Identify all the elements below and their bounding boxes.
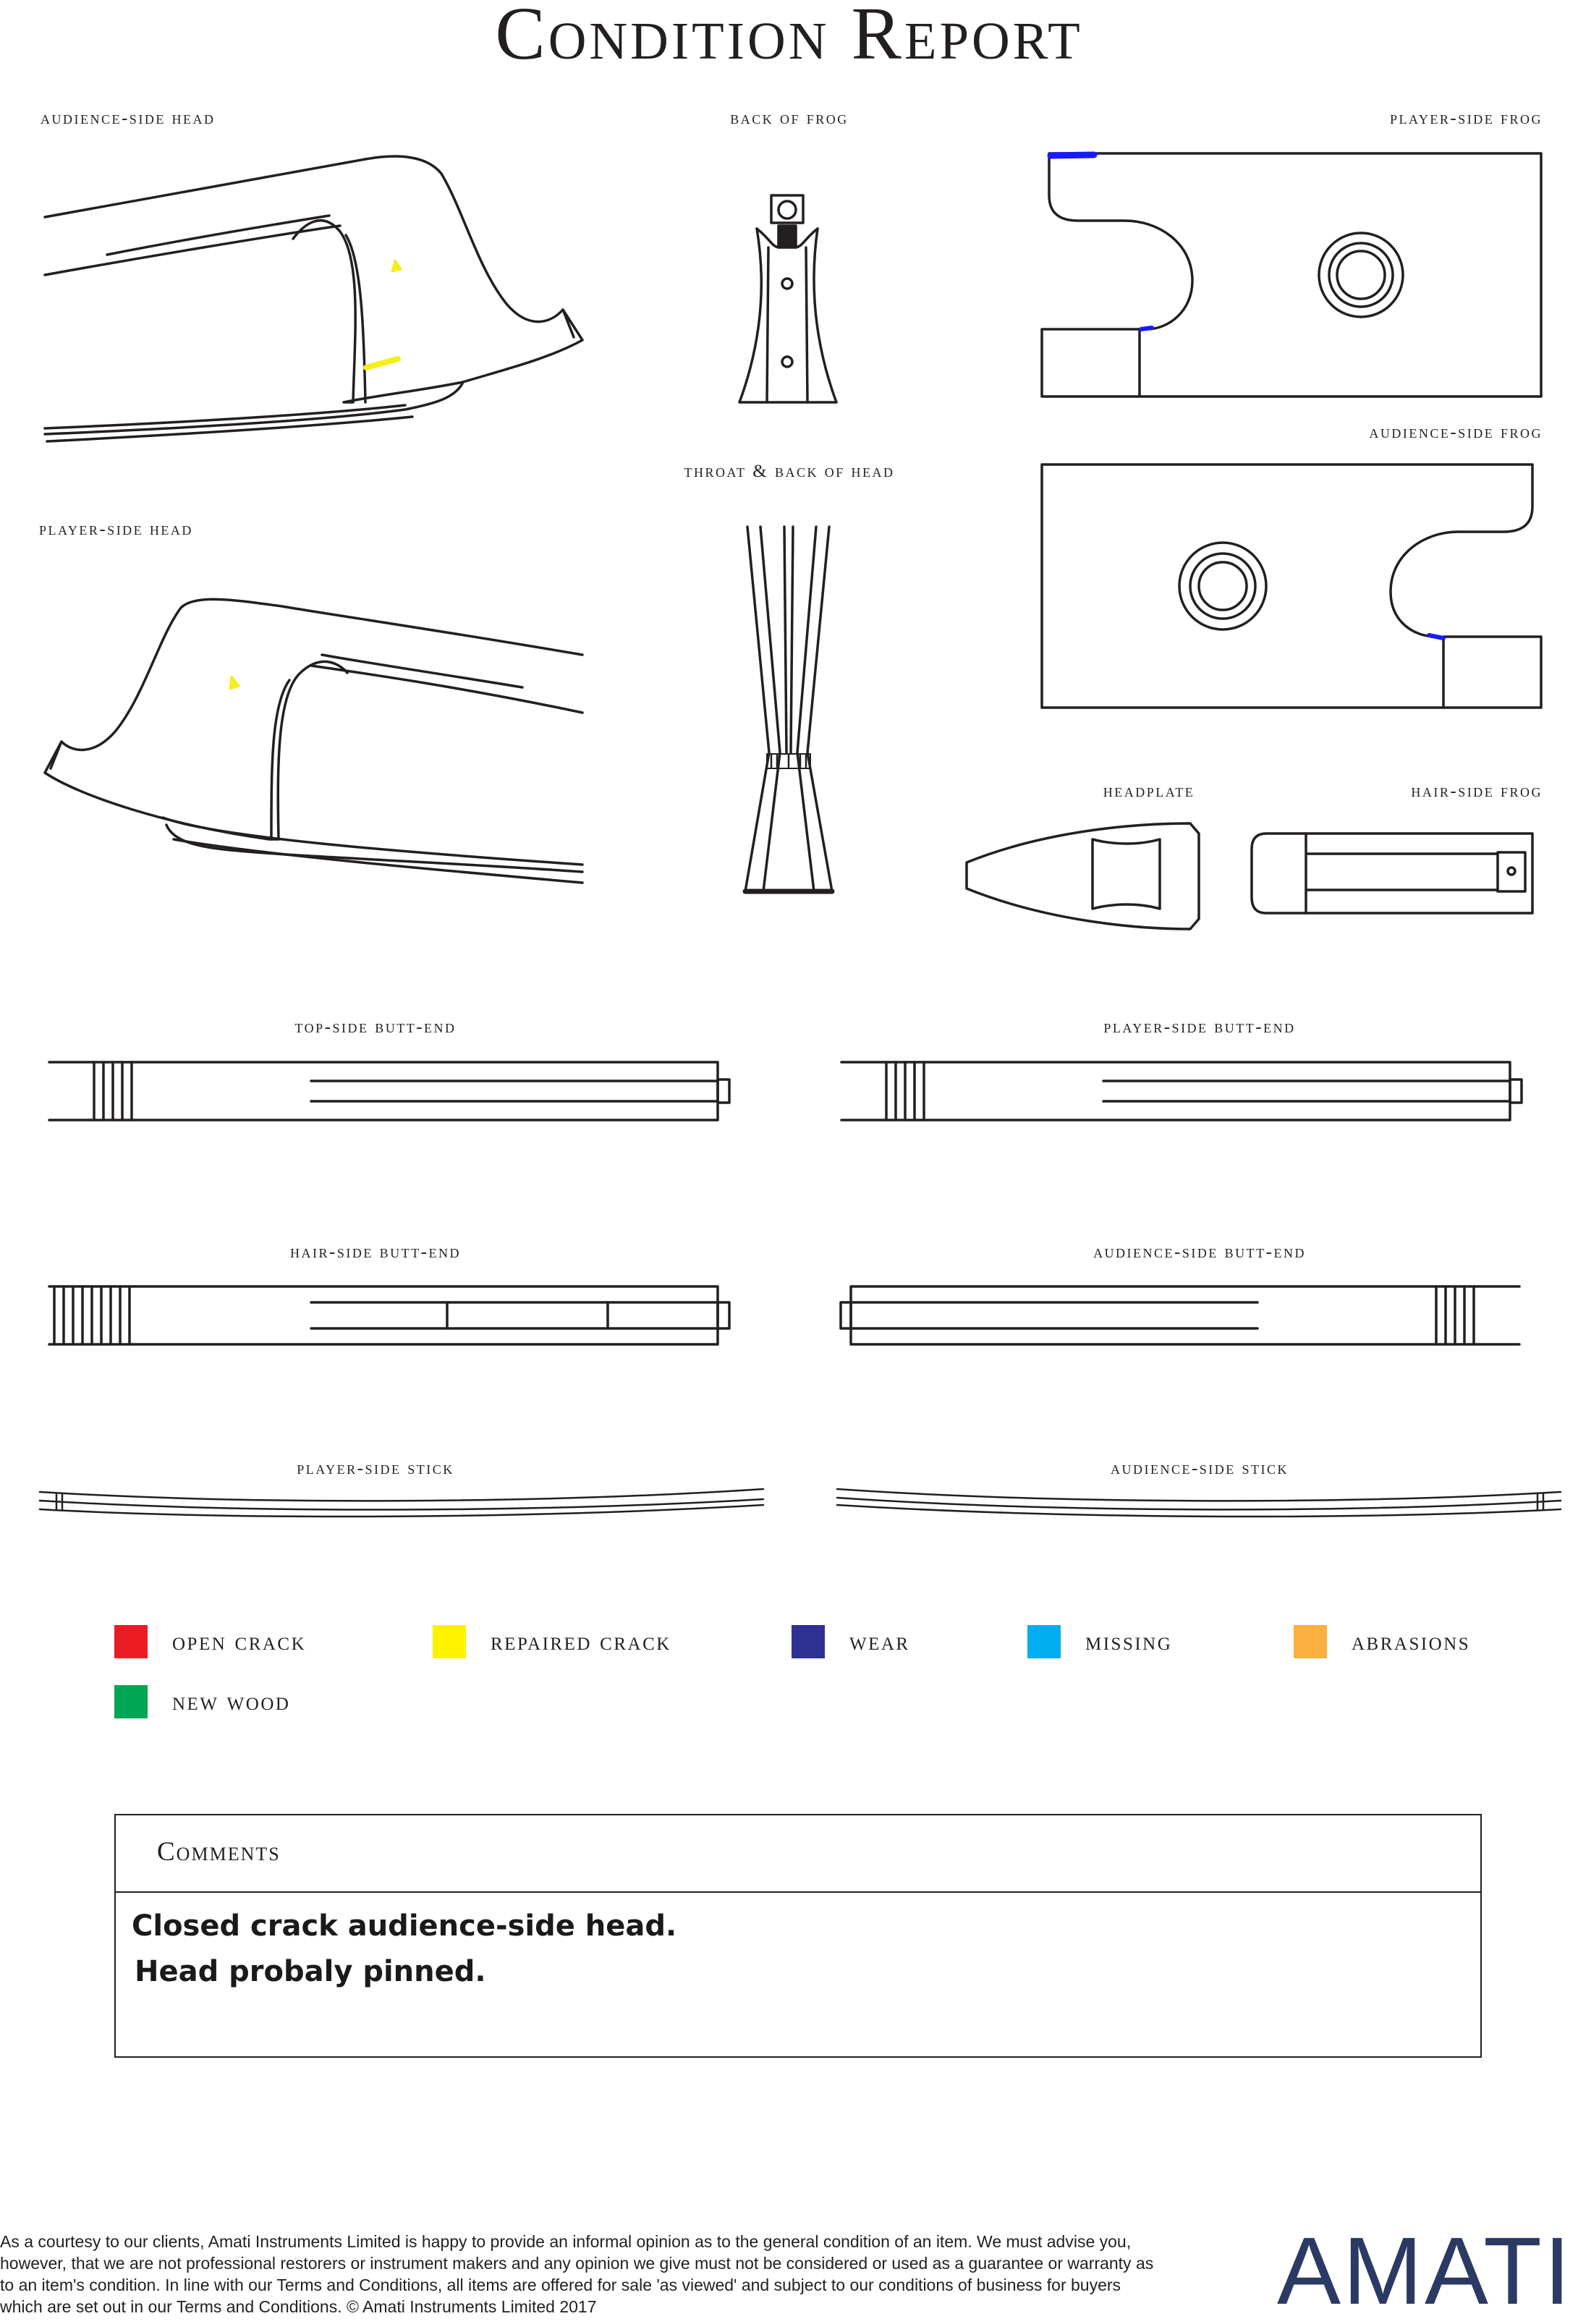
top-side-butt-end-drawing (49, 1062, 729, 1120)
legend-item-abrasions (1294, 1625, 1470, 1658)
audience-side-head-drawing (45, 156, 582, 441)
wear-mark (1429, 635, 1443, 638)
hair-side-butt-end-drawing (49, 1286, 729, 1344)
label-audience-side-head: audience-side head (41, 109, 216, 128)
audience-side-frog-drawing (1042, 465, 1541, 708)
label-throat-back-of-head: throat & back of head (684, 462, 895, 481)
wear-swatch (792, 1625, 825, 1658)
audience-side-butt-end-drawing (841, 1286, 1519, 1344)
wear-mark (1051, 155, 1094, 156)
label-player-side-butt-end: player-side butt-end (1103, 1017, 1296, 1037)
throat-back-of-head-drawing (745, 527, 832, 891)
label-headplate: headplate (1103, 781, 1195, 801)
player-side-head-drawing (45, 599, 582, 883)
label-back-of-frog: back of frog (730, 109, 849, 128)
audience-side-stick-drawing (837, 1489, 1561, 1517)
hair-side-frog-drawing (1252, 834, 1532, 913)
back-of-frog-drawing (739, 195, 836, 402)
player-side-frog-drawing (1042, 153, 1541, 396)
repaired-crack-swatch (433, 1625, 466, 1658)
comments-heading: Comments (116, 1815, 1480, 1893)
legend-item-open-crack (114, 1625, 306, 1658)
label-audience-side-butt-end: audience-side butt-end (1093, 1242, 1306, 1262)
label-player-side-frog: player-side frog (1390, 109, 1543, 128)
label-hair-side-frog: hair-side frog (1411, 781, 1543, 801)
comment-line: Head probaly pinned. (135, 1955, 486, 1988)
amati-logo: AMATI (1277, 2218, 1573, 2324)
legend-label: open crack (172, 1627, 307, 1655)
legend-label: new wood (172, 1687, 291, 1716)
comments-box (114, 1814, 1482, 2058)
label-player-side-head: player-side head (39, 519, 193, 539)
legend-item-missing (1027, 1625, 1172, 1658)
legend-label: wear (849, 1627, 910, 1655)
new-wood-swatch (114, 1685, 148, 1718)
open-crack-swatch (114, 1625, 148, 1658)
label-hair-side-butt-end: hair-side butt-end (290, 1242, 461, 1262)
label-audience-side-frog: audience-side frog (1369, 423, 1543, 442)
missing-swatch (1027, 1625, 1061, 1658)
legend-label: repaired crack (491, 1627, 671, 1655)
abrasions-swatch (1294, 1625, 1327, 1658)
page-title: Condition Report (495, 0, 1083, 75)
wear-mark (1141, 328, 1152, 329)
player-side-butt-end-drawing (841, 1062, 1522, 1120)
legend-item-wear (792, 1625, 910, 1658)
label-audience-side-stick: audience-side stick (1110, 1459, 1289, 1478)
label-top-side-butt-end: top-side butt-end (294, 1017, 457, 1037)
repaired-crack-mark (392, 260, 401, 271)
label-player-side-stick: player-side stick (297, 1459, 454, 1478)
legend-item-new-wood (114, 1685, 290, 1718)
headplate-drawing (967, 823, 1199, 929)
repaired-crack-mark (366, 359, 398, 368)
disclaimer-text: As a courtesy to our clients, Amati Instruments Limited is happy to provide an informal opinion as to the general condition of an item. We must advise you, however, that we are not professional restorers or instrument makers and any opinion we give must not be considered or used as a guarantee or warranty as to an item's condition. In line with our Terms and Conditions, all items are offered for sale 'as viewed' and subject to our conditions of business for buyers which are set out in our Terms and Conditions. © Amati Instruments Limited 2017 (0, 2232, 1154, 2316)
legend-label: abrasions (1352, 1627, 1471, 1655)
comment-line: Closed crack audience-side head. (132, 1909, 677, 1943)
repaired-crack-mark (230, 677, 239, 689)
player-side-stick-drawing (40, 1489, 763, 1517)
legend-item-repaired-crack (433, 1625, 671, 1658)
legend-label: missing (1085, 1627, 1173, 1655)
